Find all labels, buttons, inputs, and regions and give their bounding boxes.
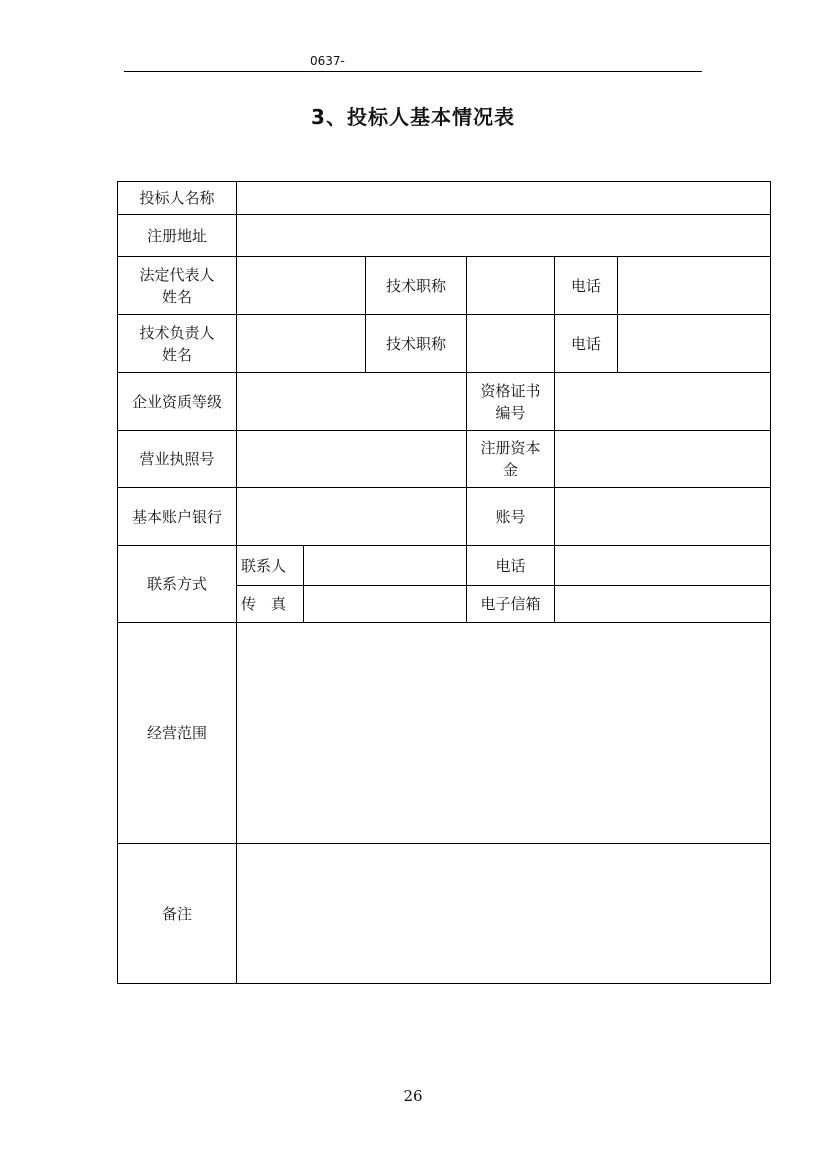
registered-capital-label-line1: 注册资本 bbox=[480, 439, 541, 457]
certificate-no-label-line2: 编号 bbox=[495, 403, 526, 422]
tech-lead-label-line2: 姓名 bbox=[161, 345, 192, 364]
row-remarks bbox=[118, 844, 771, 984]
tech-lead-label bbox=[118, 315, 237, 373]
account-no-label: 账号 bbox=[467, 488, 555, 546]
tech-lead-name-field[interactable] bbox=[237, 315, 366, 373]
document-code: 0637- bbox=[310, 54, 345, 68]
certificate-no-label bbox=[467, 373, 555, 431]
registered-capital-label-line2: 金 bbox=[502, 461, 518, 479]
tech-lead-label-line1: 技术负责人 bbox=[139, 323, 215, 342]
legal-rep-tech-title-label: 技术职称 bbox=[366, 257, 467, 315]
legal-rep-label bbox=[118, 257, 237, 315]
contact-phone-field[interactable] bbox=[555, 546, 771, 586]
row-business-scope bbox=[118, 623, 771, 844]
row-bank bbox=[118, 488, 771, 546]
tech-lead-tech-title-field[interactable] bbox=[467, 315, 555, 373]
bidder-info-table bbox=[117, 181, 771, 984]
business-scope-field[interactable] bbox=[237, 623, 771, 844]
legal-rep-label-line2: 姓名 bbox=[161, 287, 192, 306]
qualification-level-label: 企业资质等级 bbox=[118, 373, 237, 431]
row-bidder-name bbox=[118, 182, 771, 215]
legal-rep-label-line1: 法定代表人 bbox=[139, 265, 215, 284]
bank-label: 基本账户银行 bbox=[118, 488, 237, 546]
tech-lead-phone-label: 电话 bbox=[555, 315, 618, 373]
page-number: 26 bbox=[403, 1087, 423, 1105]
account-no-field[interactable] bbox=[555, 488, 771, 546]
fax-field[interactable] bbox=[304, 586, 467, 623]
page-title: 3、投标人基本情况表 bbox=[311, 105, 515, 129]
legal-rep-phone-label: 电话 bbox=[555, 257, 618, 315]
legal-rep-phone-field[interactable] bbox=[618, 257, 771, 315]
legal-rep-name-field[interactable] bbox=[237, 257, 366, 315]
business-license-label: 营业执照号 bbox=[118, 431, 237, 488]
row-contact-person bbox=[118, 546, 771, 586]
bidder-name-label: 投标人名称 bbox=[118, 182, 237, 215]
registered-capital-label bbox=[467, 431, 555, 488]
row-business-license bbox=[118, 431, 771, 488]
contact-label: 联系方式 bbox=[118, 546, 237, 623]
fax-label: 传 真 bbox=[237, 586, 304, 623]
business-license-field[interactable] bbox=[237, 431, 467, 488]
registered-address-field[interactable] bbox=[237, 215, 771, 257]
contact-person-field[interactable] bbox=[304, 546, 467, 586]
remarks-field[interactable] bbox=[237, 844, 771, 984]
bidder-name-field[interactable] bbox=[237, 182, 771, 215]
legal-rep-tech-title-field[interactable] bbox=[467, 257, 555, 315]
row-legal-representative bbox=[118, 257, 771, 315]
registered-address-label: 注册地址 bbox=[118, 215, 237, 257]
business-scope-label: 经营范围 bbox=[118, 623, 237, 844]
tech-lead-tech-title-label: 技术职称 bbox=[366, 315, 467, 373]
header-rule bbox=[124, 71, 702, 72]
certificate-no-field[interactable] bbox=[555, 373, 771, 431]
row-qualification bbox=[118, 373, 771, 431]
remarks-label: 备注 bbox=[118, 844, 237, 984]
bank-field[interactable] bbox=[237, 488, 467, 546]
contact-phone-label: 电话 bbox=[467, 546, 555, 586]
certificate-no-label-line1: 资格证书 bbox=[480, 381, 541, 400]
registered-capital-field[interactable] bbox=[555, 431, 771, 488]
row-registered-address bbox=[118, 215, 771, 257]
qualification-level-field[interactable] bbox=[237, 373, 467, 431]
email-label: 电子信箱 bbox=[467, 586, 555, 623]
row-technical-lead bbox=[118, 315, 771, 373]
tech-lead-phone-field[interactable] bbox=[618, 315, 771, 373]
contact-person-label: 联系人 bbox=[237, 546, 304, 586]
email-field[interactable] bbox=[555, 586, 771, 623]
